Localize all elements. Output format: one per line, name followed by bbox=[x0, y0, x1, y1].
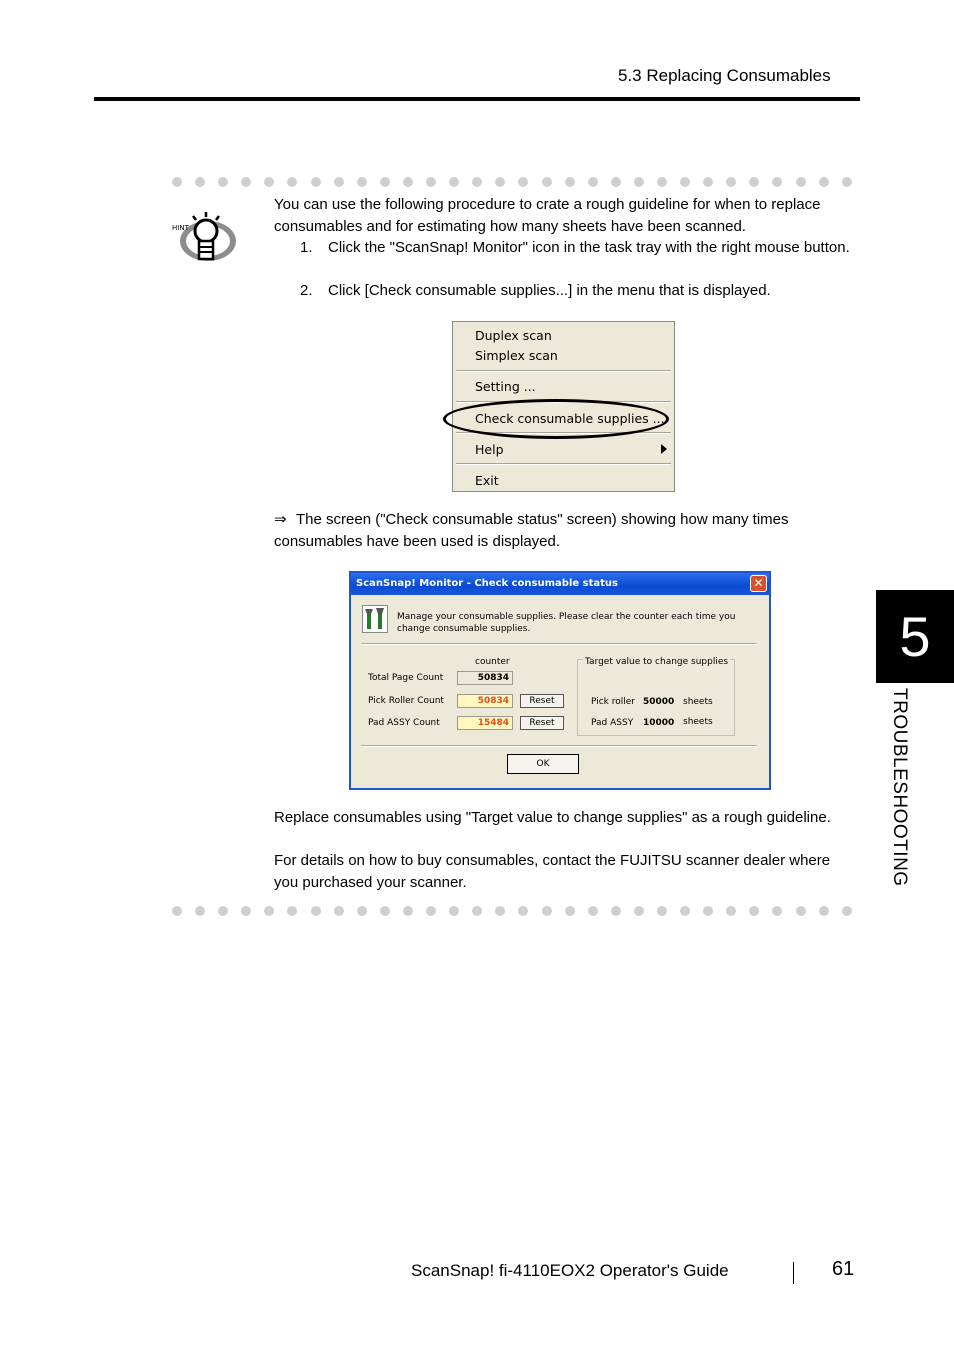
step-1 bbox=[300, 237, 856, 259]
menu-item-check-consumable-supplies[interactable]: Check consumable supplies ... bbox=[475, 411, 665, 426]
divider-dot bbox=[380, 177, 390, 187]
divider-dot bbox=[542, 177, 552, 187]
divider-dot bbox=[819, 177, 829, 187]
divider-dot bbox=[772, 177, 782, 187]
divider-dot bbox=[472, 177, 482, 187]
divider-dot bbox=[264, 906, 274, 916]
divider-dot bbox=[565, 906, 575, 916]
divider-dot bbox=[703, 906, 713, 916]
divider-dot bbox=[241, 177, 251, 187]
target-pick-roller-value: 50000 bbox=[643, 697, 675, 707]
divider-dot bbox=[796, 906, 806, 916]
divider-dot bbox=[842, 906, 852, 916]
divider-dot bbox=[772, 906, 782, 916]
divider-dot bbox=[588, 177, 598, 187]
divider-dot bbox=[403, 177, 413, 187]
hint-dotted-divider-bottom bbox=[172, 904, 852, 918]
menu-separator bbox=[456, 370, 671, 372]
submenu-arrow-icon bbox=[661, 444, 667, 454]
divider-dot bbox=[726, 906, 736, 916]
pick-roller-count-value: 50834 bbox=[457, 694, 513, 708]
divider-dot bbox=[588, 906, 598, 916]
divider-dot bbox=[726, 177, 736, 187]
chapter-label-text: TROUBLESHOOTING bbox=[889, 688, 910, 887]
target-pick-roller-unit: sheets bbox=[683, 697, 713, 707]
divider-dot bbox=[403, 906, 413, 916]
closing-paragraph-2: For details on how to buy consumables, contact the FUJITSU scanner dealer where you purchased your scanner. bbox=[274, 852, 831, 891]
menu-separator bbox=[456, 463, 671, 465]
footer-guide-title: ScanSnap! fi-4110EOX2 Operator's Guide bbox=[411, 1261, 729, 1280]
result-description bbox=[274, 509, 854, 552]
divider-dot bbox=[195, 177, 205, 187]
tools-icon bbox=[362, 605, 388, 633]
divider-dot bbox=[264, 177, 274, 187]
divider-dot bbox=[357, 177, 367, 187]
total-page-count-label: Total Page Count bbox=[368, 673, 444, 683]
divider-dot bbox=[172, 177, 182, 187]
ok-button[interactable]: OK bbox=[507, 754, 579, 774]
divider-dot bbox=[241, 906, 251, 916]
divider-dot bbox=[426, 177, 436, 187]
pad-assy-count-label: Pad ASSY Count bbox=[368, 718, 440, 728]
divider-dot bbox=[634, 177, 644, 187]
divider-dot bbox=[611, 906, 621, 916]
divider-dot bbox=[172, 906, 182, 916]
step-text: Click the "ScanSnap! Monitor" icon in the task tray with the right mouse button. bbox=[328, 239, 850, 256]
chapter-number-tab: 5 bbox=[876, 590, 954, 683]
chapter-label bbox=[882, 688, 932, 918]
menu-item-help[interactable]: Help bbox=[475, 442, 504, 457]
target-value-group-title: Target value to change supplies bbox=[585, 657, 729, 667]
step-2 bbox=[300, 280, 856, 302]
header-rule bbox=[94, 97, 860, 101]
pick-roller-reset-button[interactable]: Reset bbox=[520, 694, 564, 708]
divider-dot bbox=[657, 177, 667, 187]
dialog-titlebar[interactable] bbox=[351, 573, 769, 595]
divider-dot bbox=[842, 177, 852, 187]
check-consumable-status-dialog bbox=[349, 571, 771, 790]
divider-dot bbox=[472, 906, 482, 916]
divider-dot bbox=[680, 906, 690, 916]
divider-dot bbox=[657, 906, 667, 916]
divider-dot bbox=[680, 177, 690, 187]
divider-dot bbox=[449, 906, 459, 916]
target-pick-roller-label: Pick roller bbox=[591, 697, 635, 707]
divider-dot bbox=[426, 906, 436, 916]
hint-icon-label: HINT bbox=[172, 224, 189, 232]
divider-dot bbox=[542, 906, 552, 916]
step-text: Click [Check consumable supplies...] in the menu that is displayed. bbox=[328, 282, 771, 299]
target-pad-assy-value: 10000 bbox=[643, 718, 675, 728]
divider-dot bbox=[749, 906, 759, 916]
divider-dot bbox=[611, 177, 621, 187]
divider-dot bbox=[749, 177, 759, 187]
divider-dot bbox=[380, 906, 390, 916]
divider-dot bbox=[218, 177, 228, 187]
lightbulb-hint-icon bbox=[170, 207, 240, 267]
divider-dot bbox=[357, 906, 367, 916]
page-number: 61 bbox=[832, 1258, 855, 1280]
dialog-separator bbox=[361, 643, 757, 645]
divider-dot bbox=[334, 177, 344, 187]
hint-dotted-divider-top bbox=[172, 175, 852, 189]
divider-dot bbox=[796, 177, 806, 187]
divider-dot bbox=[287, 177, 297, 187]
divider-dot bbox=[311, 906, 321, 916]
divider-dot bbox=[495, 177, 505, 187]
divider-dot bbox=[195, 906, 205, 916]
divider-dot bbox=[495, 906, 505, 916]
dialog-separator bbox=[361, 745, 757, 747]
menu-item-duplex-scan[interactable]: Duplex scan bbox=[475, 328, 552, 343]
divider-dot bbox=[218, 906, 228, 916]
divider-dot bbox=[819, 906, 829, 916]
pad-assy-count-value: 15484 bbox=[457, 716, 513, 730]
divider-dot bbox=[449, 177, 459, 187]
divider-dot bbox=[634, 906, 644, 916]
divider-dot bbox=[287, 906, 297, 916]
divider-dot bbox=[518, 906, 528, 916]
counter-column-header: counter bbox=[475, 657, 510, 667]
pad-assy-reset-button[interactable]: Reset bbox=[520, 716, 564, 730]
pick-roller-count-label: Pick Roller Count bbox=[368, 696, 444, 706]
total-page-count-value: 50834 bbox=[457, 671, 513, 685]
dialog-message: Manage your consumable supplies. Please clear the counter each time you change consumable supplies. bbox=[397, 612, 736, 634]
dialog-title: ScanSnap! Monitor - Check consumable status bbox=[356, 578, 618, 589]
highlight-ring bbox=[443, 399, 669, 439]
step-number: 1. bbox=[300, 239, 313, 256]
close-icon[interactable]: ✕ bbox=[750, 575, 767, 592]
hint-intro: You can use the following procedure to crate a rough guideline for when to replace consumables and for estimating how many sheets have been scanned. bbox=[274, 196, 821, 235]
divider-dot bbox=[565, 177, 575, 187]
menu-item-setting[interactable]: Setting ... bbox=[475, 379, 536, 394]
target-pad-assy-unit: sheets bbox=[683, 717, 713, 727]
divider-dot bbox=[703, 177, 713, 187]
divider-dot bbox=[518, 177, 528, 187]
header-section-title: 5.3 Replacing Consumables bbox=[618, 66, 831, 85]
menu-item-exit[interactable]: Exit bbox=[475, 473, 499, 488]
divider-dot bbox=[334, 906, 344, 916]
step-number: 2. bbox=[300, 282, 313, 299]
result-arrow-icon: ⇒ bbox=[274, 511, 287, 528]
result-text: The screen ("Check consumable status" screen) showing how many times consumables have been used is displayed. bbox=[274, 511, 789, 550]
menu-item-simplex-scan[interactable]: Simplex scan bbox=[475, 348, 558, 363]
divider-dot bbox=[311, 177, 321, 187]
closing-paragraph-1: Replace consumables using "Target value to change supplies" as a rough guideline. bbox=[274, 809, 831, 826]
footer-divider bbox=[793, 1262, 794, 1284]
target-pad-assy-label: Pad ASSY bbox=[591, 718, 634, 728]
